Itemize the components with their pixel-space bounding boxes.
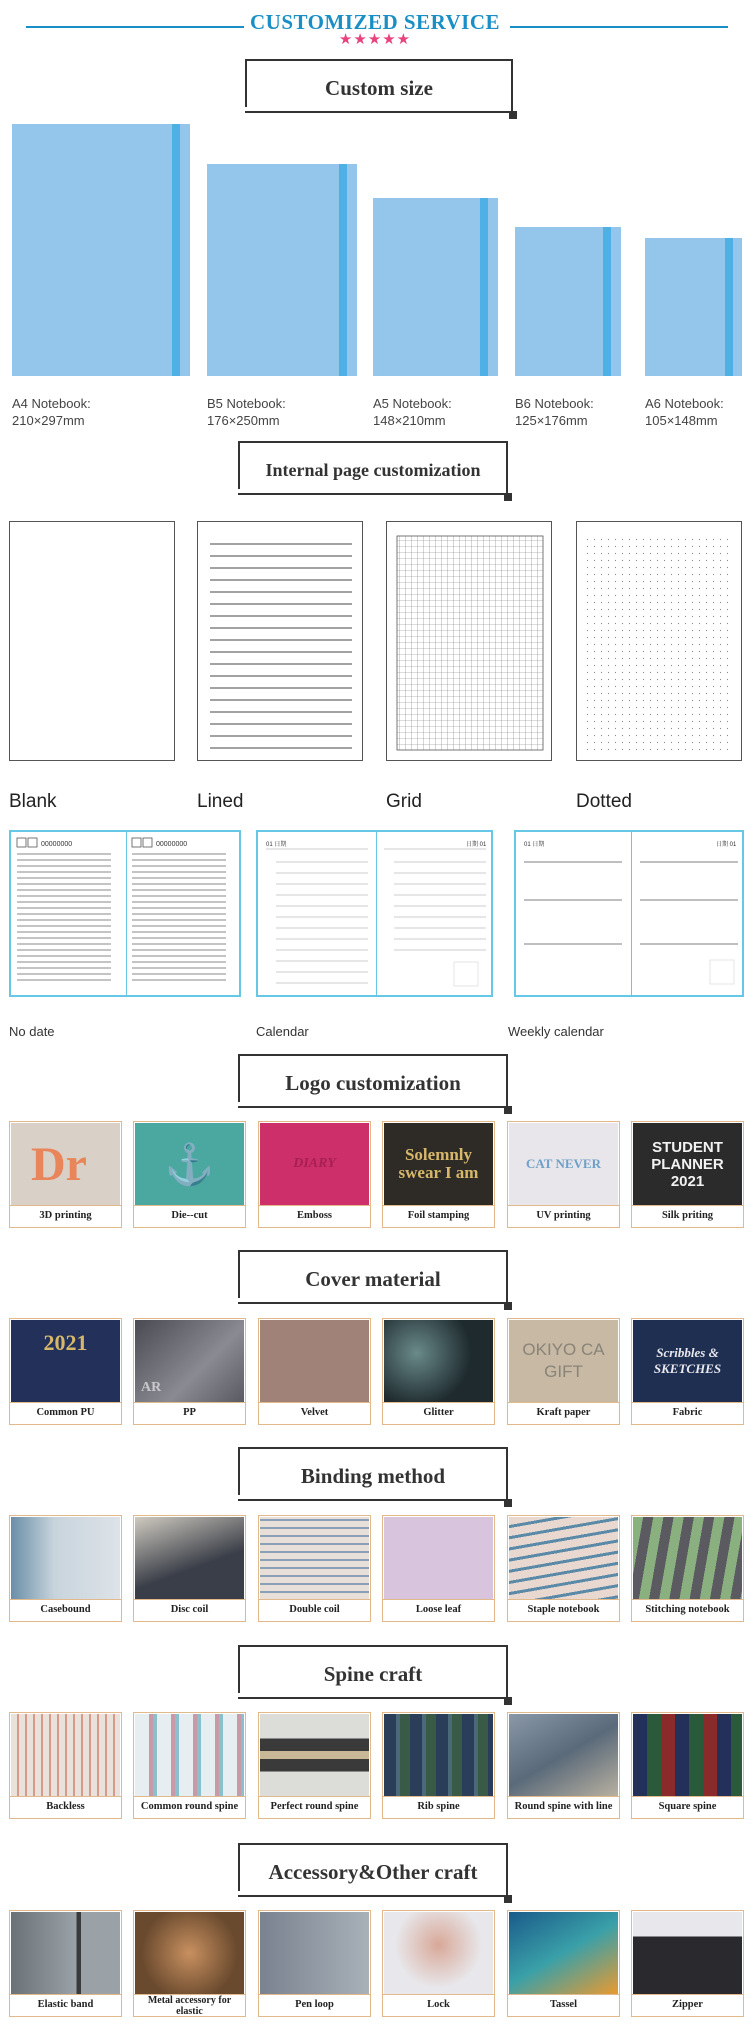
planner-no-date bbox=[9, 830, 241, 997]
banner-stars: ★★★★★ bbox=[338, 32, 412, 48]
logo-card-3d-printing: Dr 3D printing bbox=[9, 1121, 122, 1228]
accessory-card-tassel: Tassel bbox=[507, 1910, 620, 2017]
notebook-a5 bbox=[373, 198, 498, 376]
accessory-card-elastic-band: Elastic band bbox=[9, 1910, 122, 2017]
page-sample-grid bbox=[386, 521, 552, 761]
section-title: Internal page customization bbox=[265, 460, 481, 480]
accessory-card-zipper: Zipper bbox=[631, 1910, 744, 2017]
page-sample-blank bbox=[9, 521, 175, 761]
planner-weekly bbox=[514, 830, 744, 997]
svg-text:01 日期: 01 日期 bbox=[266, 842, 287, 848]
cover-card-velvet: Velvet bbox=[258, 1318, 371, 1425]
binding-card-loose-leaf: Loose leaf bbox=[382, 1515, 495, 1622]
spine-card-backless: Backless bbox=[9, 1712, 122, 1819]
planner-label-weekly: Weekly calendar bbox=[508, 1024, 604, 1039]
notebook-label-a6: A6 Notebook: 105×148mm bbox=[645, 396, 724, 428]
planner-label-no-date: No date bbox=[9, 1024, 55, 1039]
svg-text:00000000: 00000000 bbox=[41, 841, 73, 848]
cover-card-common-pu: 2021 Common PU bbox=[9, 1318, 122, 1425]
logo-card-silk: STUDENT PLANNER 2021 Silk priting bbox=[631, 1121, 744, 1228]
logo-card-die-cut: ⚓ Die--cut bbox=[133, 1121, 246, 1228]
page-label-dotted: Dotted bbox=[576, 791, 632, 812]
banner-title: CUSTOMIZED SERVICE bbox=[249, 10, 501, 34]
spine-card-rib: Rib spine bbox=[382, 1712, 495, 1819]
notebook-label-a5: A5 Notebook: 148×210mm bbox=[373, 396, 452, 428]
section-heading-internal-page bbox=[240, 441, 508, 495]
notebook-a6 bbox=[645, 238, 742, 376]
logo-card-foil: Solemnly swear I am Foil stamping bbox=[382, 1121, 495, 1228]
section-heading-custom-size bbox=[247, 59, 513, 113]
spine-card-round-line: Round spine with line bbox=[507, 1712, 620, 1819]
section-title: Spine craft bbox=[323, 1662, 423, 1686]
logo-card-emboss: DIARY Emboss bbox=[258, 1121, 371, 1228]
section-title: Accessory&Other craft bbox=[268, 1860, 478, 1884]
cover-card-fabric: Scribbles & SKETCHES Fabric bbox=[631, 1318, 744, 1425]
binding-card-stitching: Stitching notebook bbox=[631, 1515, 744, 1622]
page-sample-dotted bbox=[576, 521, 742, 761]
page-label-blank: Blank bbox=[9, 791, 57, 812]
section-heading-accessory bbox=[240, 1843, 508, 1897]
svg-text:日期 01: 日期 01 bbox=[466, 842, 487, 848]
logo-card-uv: CAT NEVER UV printing bbox=[507, 1121, 620, 1228]
spine-card-square: Square spine bbox=[631, 1712, 744, 1819]
section-title: Binding method bbox=[300, 1464, 446, 1488]
weekly-layout bbox=[516, 832, 744, 997]
grid-pattern bbox=[387, 522, 552, 761]
cover-card-glitter: Glitter bbox=[382, 1318, 495, 1425]
svg-text:00000000: 00000000 bbox=[156, 841, 188, 848]
accessory-card-metal: Metal accessory for elastic bbox=[133, 1910, 246, 2017]
section-heading-spine bbox=[240, 1645, 508, 1699]
notebook-b6 bbox=[515, 227, 621, 376]
lined-pattern bbox=[198, 522, 363, 761]
planner-calendar bbox=[256, 830, 493, 997]
planner-label-calendar: Calendar bbox=[256, 1024, 309, 1039]
svg-text:01 日期: 01 日期 bbox=[524, 842, 545, 848]
section-heading-logo bbox=[240, 1054, 508, 1108]
page-sample-lined bbox=[197, 521, 363, 761]
spine-card-common-round: Common round spine bbox=[133, 1712, 246, 1819]
binding-card-casebound: Casebound bbox=[9, 1515, 122, 1622]
cover-card-pp: AR PP bbox=[133, 1318, 246, 1425]
spine-card-perfect-round: Perfect round spine bbox=[258, 1712, 371, 1819]
page-label-grid: Grid bbox=[386, 791, 422, 812]
cover-card-kraft: OKIYO CA GIFT Kraft paper bbox=[507, 1318, 620, 1425]
notebook-label-b6: B6 Notebook: 125×176mm bbox=[515, 396, 594, 428]
section-title: Cover material bbox=[305, 1267, 441, 1291]
notebook-a4 bbox=[12, 124, 190, 376]
page-label-lined: Lined bbox=[197, 791, 244, 812]
dotted-pattern bbox=[577, 522, 742, 761]
svg-text:日期 01: 日期 01 bbox=[716, 842, 737, 848]
notebook-b5 bbox=[207, 164, 357, 376]
binding-card-disc-coil: Disc coil bbox=[133, 1515, 246, 1622]
notebook-label-a4: A4 Notebook: 210×297mm bbox=[12, 396, 91, 428]
binding-card-staple: Staple notebook bbox=[507, 1515, 620, 1622]
section-title: Logo customization bbox=[285, 1071, 461, 1095]
binding-card-double-coil: Double coil bbox=[258, 1515, 371, 1622]
section-title: Custom size bbox=[325, 76, 433, 100]
section-heading-cover bbox=[240, 1250, 508, 1304]
accessory-card-pen-loop: Pen loop bbox=[258, 1910, 371, 2017]
accessory-card-lock: Lock bbox=[382, 1910, 495, 2017]
notebook-label-b5: B5 Notebook: 176×250mm bbox=[207, 396, 286, 428]
section-heading-binding bbox=[240, 1447, 508, 1501]
